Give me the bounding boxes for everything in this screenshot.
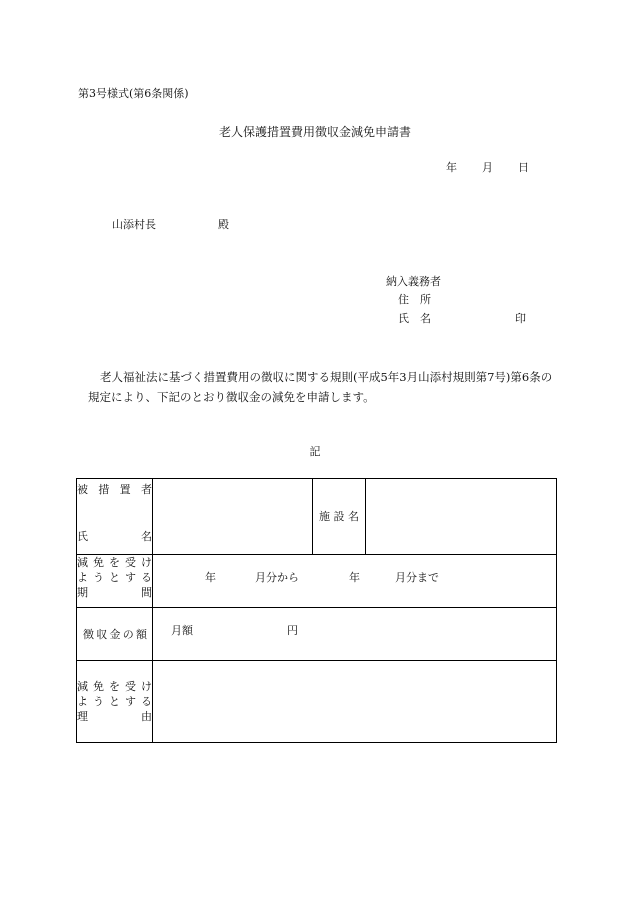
form-number: 第3号様式(第6条関係) [78,87,189,100]
amount-label-cell [77,608,153,661]
document-title: 老人保護措置費用徴収金減免申請書 [218,125,411,139]
reason-field[interactable] [153,661,557,743]
subject-name-field[interactable] [153,479,313,555]
period-to-month: 月分まで [395,571,439,584]
subject-label: 被措置者 [77,483,152,496]
address-label: 住 所 [398,293,431,306]
subject-name-label-cell [77,479,153,555]
reason-label-line1: 減免を受け [77,680,152,693]
monthly-amount-label: 月額 [171,624,193,637]
facility-label-cell [313,479,366,555]
table-row-period [77,555,557,608]
period-from-year: 年 [205,571,216,584]
reason-label-cell [77,661,153,743]
period-label-line2: ようとする [77,571,152,584]
date-month-label: 月 [482,161,493,174]
payer-role-label: 納入義務者 [386,275,441,288]
period-field[interactable] [153,555,557,608]
application-body-text: 老人福祉法に基づく措置費用の徴収に関する規則(平成5年3月山添村規則第7号)第6条の規定により、下記のとおり徴収金の減免を申請します。 [88,370,553,404]
reason-label-line3: 理由 [77,710,152,723]
period-to-year: 年 [349,571,360,584]
date-year-label: 年 [446,161,457,174]
period-label-line1: 減免を受け [77,556,152,569]
period-from-month: 月分から [255,571,299,584]
table-row-subject [77,479,557,555]
addressee-name: 山添村長 [112,218,156,231]
amount-field[interactable] [153,608,557,661]
name-label: 氏 名 [398,312,431,325]
application-table [76,478,557,743]
facility-label: 施設名 [319,510,359,523]
period-label-cell [77,555,153,608]
amount-label: 徴収金の額 [83,627,147,641]
seal-label: 印 [515,312,526,325]
table-row-reason [77,661,557,743]
date-day-label: 日 [518,161,529,174]
addressee-honorific: 殿 [218,218,229,231]
yen-label: 円 [287,624,298,637]
ki-heading: 記 [309,445,321,458]
reason-label-line2: ようとする [77,695,152,708]
table-row-amount [77,608,557,661]
period-label-line3: 期間 [77,586,152,599]
subject-name-label: 氏名 [77,530,152,543]
facility-name-field[interactable] [366,479,557,555]
